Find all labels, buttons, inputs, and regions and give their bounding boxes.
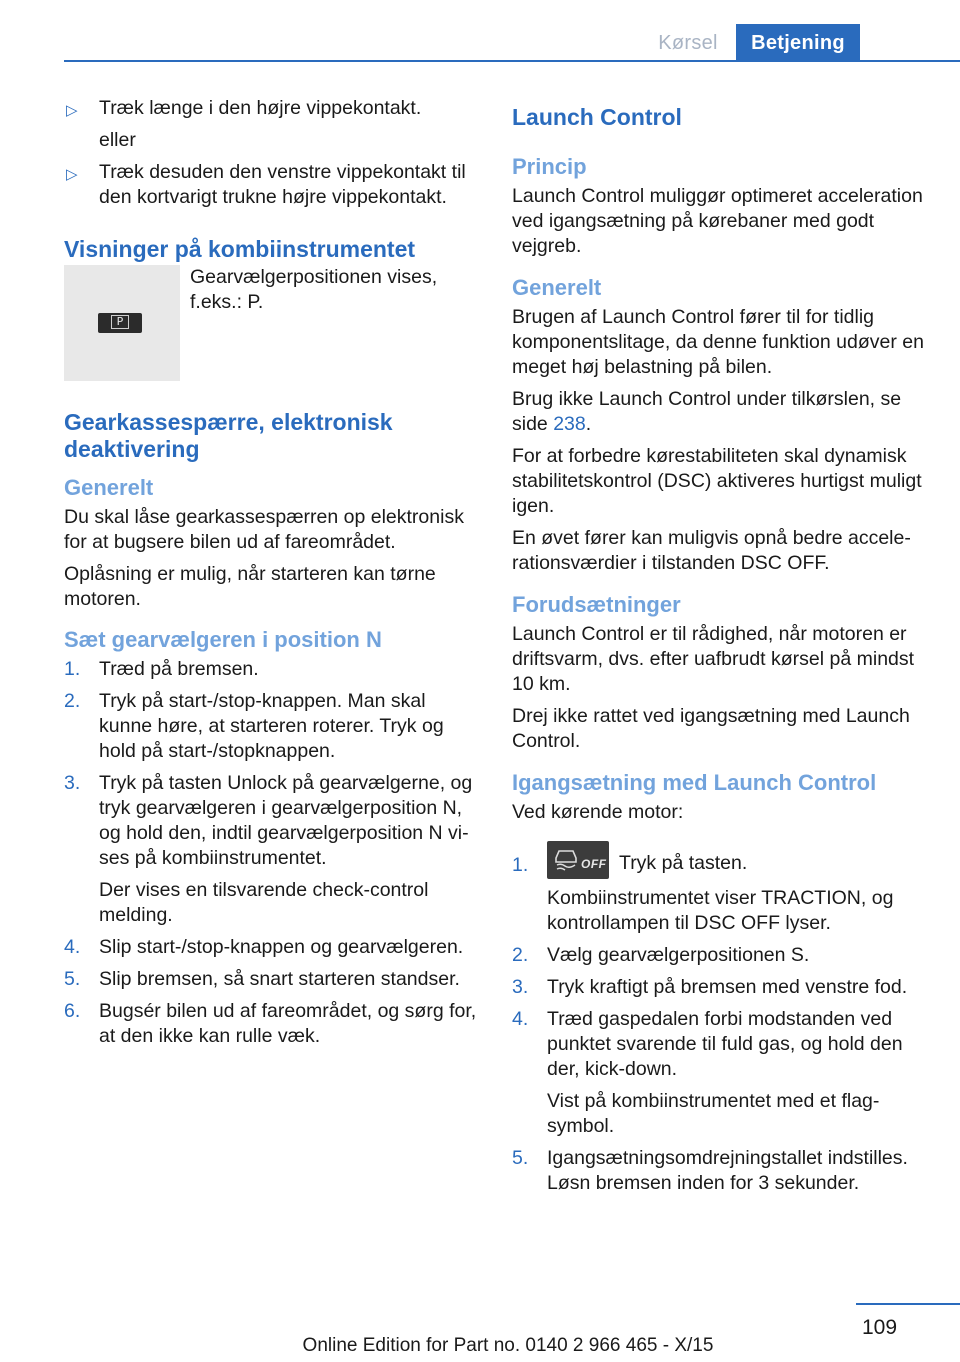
- paragraph: Drej ikke rattet ved igangsætning med Launch Control.: [512, 705, 910, 752]
- list-item: [512, 1146, 932, 1196]
- list-text: Slip bremsen, så snart starteren standser.: [99, 968, 460, 990]
- list-item-continuation: Kombiinstrumentet viser TRACTION, og kontrollampen til DSC OFF lyser.: [547, 887, 894, 934]
- page-reference-link[interactable]: 238: [553, 413, 586, 435]
- paragraph: En øvet fører kan muligvis opnå bedre accelerationsværdier i tilstanden DSC OFF.: [512, 527, 911, 574]
- list-item-continuation: Der vises en tilsvarende check-control melding.: [99, 879, 429, 926]
- list-item: [512, 943, 932, 968]
- list-number: 3.: [64, 772, 81, 794]
- paragraph: For at forbedre kørestabiliteten skal dynamisk stabilitetskontrol (DSC) aktiveres hurtigst muligt igen.: [512, 445, 922, 517]
- subheading-forudsaetninger: Forudsætninger: [512, 592, 681, 617]
- section-heading-gearkassespaerre: Gearkassespærre, elektronisk deaktivering: [64, 409, 393, 462]
- right-column: [512, 96, 932, 1203]
- list-item: [64, 935, 484, 960]
- paragraph-text: Brug ikke Launch Control under tilkørslen, se side: [512, 388, 902, 435]
- paragraph: Launch Control muliggør optimeret acceleration ved igangsætning på kørebaner med godt vejgreb.: [512, 185, 923, 257]
- list-item: [64, 771, 484, 871]
- instrument-display-image: [64, 265, 180, 381]
- paragraph: Oplåsning er mulig, når starteren kan tørne motoren.: [64, 563, 436, 610]
- subheading-generelt: Generelt: [512, 275, 602, 300]
- bullet-text: Træk desuden den venstre vippekontakt til den kortvarigt trukne højre vippekontakt.: [99, 161, 466, 208]
- paragraph: Ved kørende motor:: [512, 801, 684, 823]
- section-heading-visninger: Visninger på kombiinstrumentet: [64, 236, 416, 262]
- subheading-generelt: Generelt: [64, 475, 154, 500]
- page-header: [0, 0, 960, 62]
- bullet-item: [64, 96, 484, 121]
- list-item-continuation: Vist på kombiinstrumentet med et flagsymbol.: [547, 1090, 880, 1137]
- gear-position-indicator: [98, 313, 142, 333]
- list-number: 1.: [64, 658, 81, 680]
- list-number: 4.: [512, 1008, 529, 1030]
- list-number: 1.: [512, 854, 529, 876]
- paragraph: Du skal låse gearkassespærren op elektronisk for at bugsere bilen ud af fareområdet.: [64, 506, 464, 553]
- list-number: 2.: [64, 690, 81, 712]
- subheading-princip: Princip: [512, 154, 587, 179]
- off-label: OFF: [581, 857, 607, 871]
- list-number: 2.: [512, 944, 529, 966]
- list-text: Træd på bremsen.: [99, 658, 259, 680]
- display-figure-row: [64, 265, 484, 381]
- list-text: Bugsér bilen ud af fareområdet, og sørg for, at den ikke kan rulle væk.: [99, 1000, 477, 1047]
- list-text: Igangsætningsomdrejningstallet indstilles. Løsn bremsen inden for 3 sekunder.: [547, 1147, 908, 1194]
- subheading-saet-gearvaelger: Sæt gearvælgeren i position N: [64, 627, 382, 652]
- edition-footer: Online Edition for Part no. 0140 2 966 465 - X/15: [302, 1335, 714, 1356]
- bullet-connector: eller: [99, 129, 136, 151]
- tab-korsel[interactable]: Kørsel: [658, 31, 718, 54]
- header-divider: [64, 60, 960, 62]
- list-text: Træd gaspedalen forbi modstanden ved punktet svarende til fuld gas, og hold den der, kick-down.: [547, 1008, 903, 1080]
- paragraph-text: .: [585, 413, 592, 435]
- bullet-text: Træk længe i den højre vippekontakt.: [99, 97, 422, 119]
- list-item: [512, 841, 932, 879]
- list-item: [64, 999, 484, 1049]
- paragraph: [512, 387, 932, 437]
- list-number: 5.: [64, 968, 81, 990]
- visninger-text: Gearvælgerpositionen vises, f.eks.: P.: [190, 266, 438, 313]
- list-text: Tryk på tasten.: [619, 852, 748, 874]
- list-text: Tryk kraftigt på bremsen med venstre fod.: [547, 976, 908, 998]
- gear-p-symbol: P: [111, 315, 129, 329]
- triangle-bullet-icon: ▷: [66, 166, 78, 183]
- dsc-off-button-icon: [547, 841, 609, 879]
- list-text: Tryk på tasten Unlock på gearvælgerne, og tryk gearvælgeren i gearvælgerposition N, og hold den, indtil gearvælgerposition N vises på kombiinstrumentet.: [99, 772, 473, 869]
- page-number: 109: [862, 1316, 898, 1339]
- list-number: 6.: [64, 1000, 81, 1022]
- list-item: [512, 1007, 932, 1082]
- list-number: 3.: [512, 976, 529, 998]
- tab-betjening[interactable]: Betjening: [736, 24, 860, 62]
- paragraph: Launch Control er til rådighed, når motoren er driftsvarm, dvs. efter uafbrudt kørsel på mindst 10 km.: [512, 623, 915, 695]
- triangle-bullet-icon: ▷: [66, 102, 78, 119]
- list-number: 5.: [512, 1147, 529, 1169]
- list-item: [512, 975, 932, 1000]
- list-text: Tryk på start-/stop-knappen. Man skal kunne høre, at starteren roterer. Tryk og hold på start-/stopknappen.: [99, 690, 444, 762]
- paragraph: Brugen af Launch Control fører til for tidlig komponentslitage, da denne funktion udøver en meget høj belastning på bilen.: [512, 306, 924, 378]
- subheading-igangsaetning: Igangsætning med Launch Control: [512, 770, 877, 795]
- list-number: 4.: [64, 936, 81, 958]
- footer-divider: [856, 1303, 960, 1305]
- section-heading-launch-control: Launch Control: [512, 104, 682, 130]
- list-text: Slip start-/stop-knappen og gearvælgeren.: [99, 936, 464, 958]
- list-text: Vælg gearvælgerpositionen S.: [547, 944, 810, 966]
- left-column: [64, 96, 484, 1056]
- list-item: [64, 689, 484, 764]
- list-item: [64, 657, 484, 682]
- bullet-item: [64, 160, 484, 210]
- list-item: [64, 967, 484, 992]
- traction-car-icon: [553, 847, 579, 871]
